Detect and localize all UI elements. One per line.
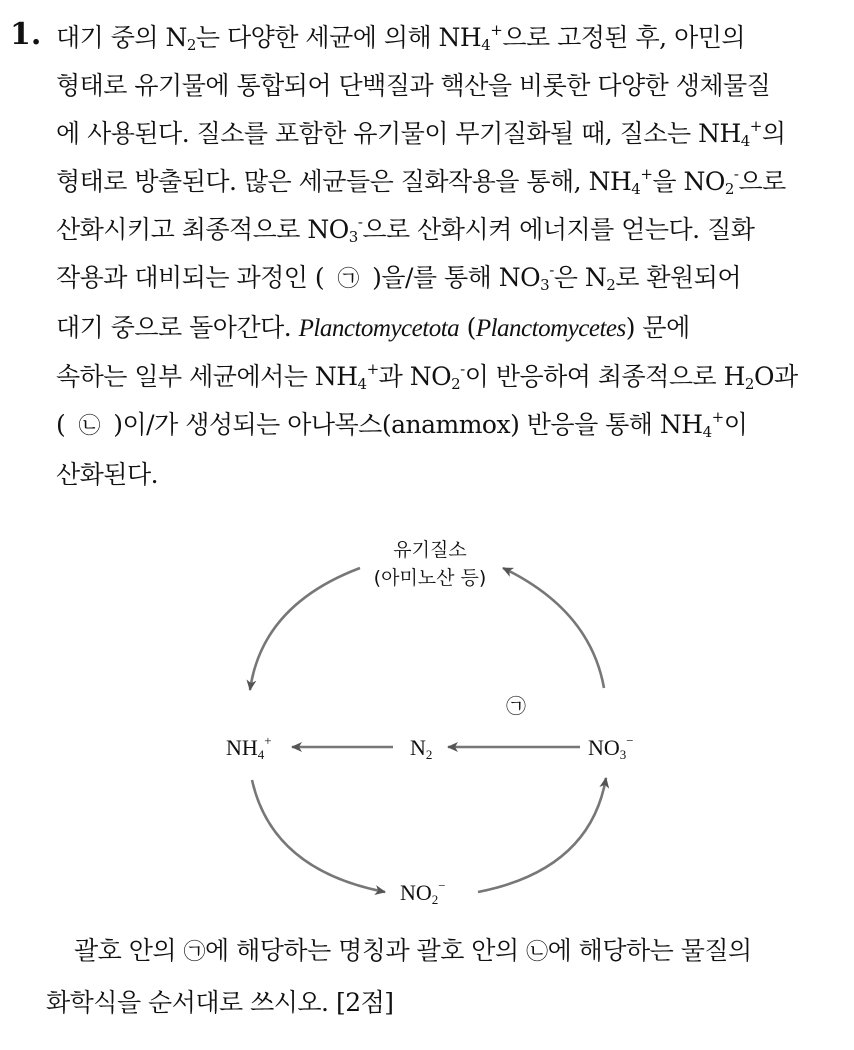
question-line-2: 형태로 유기물에 통합되어 단백질과 핵산을 비롯한 다양한 생체물질: [56, 71, 771, 100]
prompt-line-2: 화학식을 순서대로 쓰시오. [2점]: [46, 988, 394, 1017]
question-line-6: 작용과 대비되는 과정인 ( ㉠ )을/를 통해 $NO_3^-$은 $N_2$로 환원되어: [56, 254, 840, 304]
denitrification-label: ㉠: [506, 694, 526, 718]
taxon-name: Planctomycetota: [298, 315, 460, 342]
arc-top-right-arrow: [503, 568, 604, 688]
node-nh4: NH4+: [226, 733, 272, 762]
top-node-label-1: 유기질소: [393, 539, 467, 561]
question-prompt: [46, 926, 846, 1028]
taxon-synonym: Planctomycetes: [475, 315, 626, 342]
blank-b: ㉡: [78, 414, 101, 439]
blank-a: ㉠: [337, 267, 359, 292]
node-no2: NO2−: [400, 878, 446, 907]
node-no3: NO3−: [588, 733, 634, 762]
prompt-line-1: 괄호 안의 ㉠에 해당하는 명칭과 괄호 안의 ㉡에 해당하는 물질의: [74, 936, 752, 965]
question-line-4: 형태로 방출된다. 많은 세균들은 질화작용을 통해, $NH_4^+$을 $NO_2^-$으로: [56, 164, 786, 198]
node-n2: N2: [410, 735, 433, 762]
question-line-7: 대기 중으로 돌아간다. Planctomycetota (Planctomycetes) 문에: [56, 313, 690, 342]
arc-bottom-left-arrow: [252, 780, 385, 892]
question-line-9: ( ㉡ )이/가 생성되는 아나목스(anammox) 반응을 통해 $NH_4^+$이: [56, 401, 840, 451]
top-node-label-2: (아미노산 등): [373, 567, 487, 589]
question-line-8: 속하는 일부 세균에서는 $NH_4^+$과 $NO_2^-$이 반응하여 최종적으로 $H_2O$과: [56, 359, 798, 393]
question-line-10: 산화된다.: [56, 460, 159, 489]
question-number: 1.: [10, 17, 42, 52]
question-line-5: 산화시키고 최종적으로 $NO_3^-$으로 산화시켜 에너지를 얻는다. 질화: [56, 212, 755, 246]
arc-bottom-right-arrow: [478, 778, 606, 892]
question-line-3: 에 사용된다. 질소를 포함한 유기물이 무기질화될 때, 질소는 $NH_4^+$의: [56, 116, 786, 150]
arc-top-left-arrow: [250, 568, 360, 690]
question-line-1: 대기 중의 $N_2$는 다양한 세균에 의해 $NH_4^+$으로 고정된 후, 아민의: [56, 20, 746, 54]
